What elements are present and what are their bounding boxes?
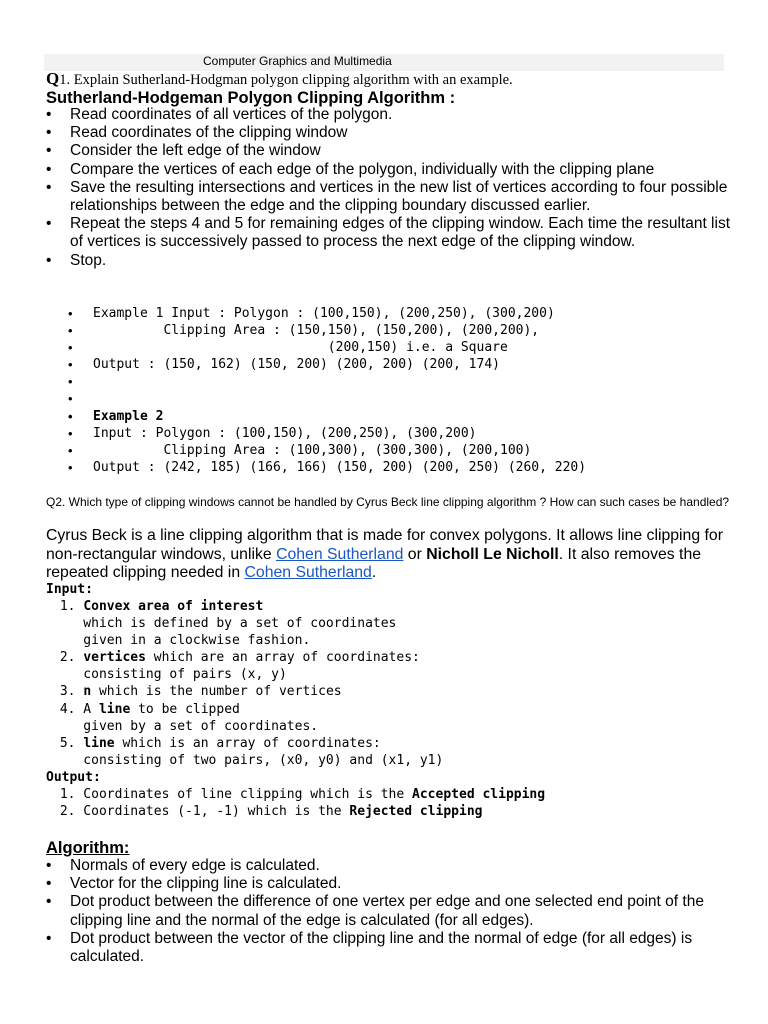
cyrus-beck-paragraph — [46, 527, 726, 583]
list-item: 1. Convex area of interest — [52, 599, 264, 614]
list-item: • Stop. — [46, 252, 730, 270]
list-item: • Save the resulting intersections and vertices in the new list of vertices according to four possible relationships between the edge and the clipping boundary discussed earlier. — [46, 179, 730, 215]
example-line: • Clipping Area : (150,150), (150,200), (200,200), — [68, 322, 728, 339]
list-item: • Dot product between the difference of one vertex per edge and one selected end point of the clipping line and the normal of the edge is calculated (for all edges). — [46, 893, 730, 929]
example-line: • Input : Polygon : (100,150), (200,250), (300,200) — [68, 425, 728, 442]
list-item: which is defined by a set of coordinates — [52, 616, 397, 632]
list-item: 2. vertices which are an array of coordinates: — [52, 650, 420, 666]
question-1-letter: Q — [46, 69, 60, 88]
list-item: • Repeat the steps 4 and 5 for remaining edges of the clipping window. Each time the resultant list of vertices is successively passed to process the next edge of the clipping window. — [46, 215, 730, 251]
sutherland-hodgeman-heading: Sutherland-Hodgeman Polygon Clipping Algorithm : — [46, 89, 456, 107]
question-1-text: 1. Explain Sutherland-Hodgman polygon clipping algorithm with an example. — [59, 72, 513, 88]
example-line: • Output : (242, 185) (166, 166) (150, 200) (200, 250) (260, 220) — [68, 459, 728, 476]
list-item: • Read coordinates of all vertices of the polygon. — [46, 106, 730, 124]
paragraph-text: . It also removes the repeated clipping needed in — [46, 545, 702, 581]
list-item: 1. Coordinates of line clipping which is the Accepted clipping — [52, 787, 546, 802]
input-label: Input: — [46, 582, 93, 597]
output-label: Output: — [46, 770, 101, 785]
list-item: 4. A line to be clipped — [52, 701, 240, 717]
list-item: • Dot product between the vector of the clipping line and the normal of edge (for all edges) is calculated. — [46, 930, 730, 966]
list-item: consisting of two pairs, (x0, y0) and (x1, y1) — [52, 752, 444, 768]
list-item: • Compare the vertices of each edge of the polygon, individually with the clipping plane — [46, 161, 730, 179]
inputs-list — [52, 598, 712, 769]
list-item: • Consider the left edge of the window — [46, 142, 730, 160]
algorithm-heading: Algorithm: — [46, 839, 130, 857]
outputs-list — [52, 786, 712, 820]
example-line — [68, 390, 728, 407]
paragraph-text: Cyrus Beck is a line clipping algorithm that is made for convex polygons. It allows line clipping for non-rectangular windows, unlike — [46, 527, 723, 563]
paragraph-text: . — [371, 564, 377, 581]
example-line: • (200,150) i.e. a Square — [68, 339, 728, 356]
list-item: 3. n which is the number of vertices — [52, 684, 342, 700]
examples-list — [68, 305, 728, 476]
example-line: • Example 2 — [68, 408, 728, 425]
question-1 — [46, 70, 513, 89]
cohen-sutherland-link[interactable]: Cohen Sutherland — [244, 564, 372, 581]
list-item: 2. Coordinates (-1, -1) which is the Rejected clipping — [52, 804, 483, 820]
example-line: • Output : (150, 162) (150, 200) (200, 200) (200, 174) — [68, 356, 728, 373]
document-header-title: Computer Graphics and Multimedia — [203, 54, 392, 68]
sutherland-steps-list — [46, 106, 730, 270]
example-line: • Clipping Area : (100,300), (300,300), (200,100) — [68, 442, 728, 459]
list-item: • Normals of every edge is calculated. — [46, 857, 730, 875]
question-2: Q2. Which type of clipping windows cannot be handled by Cyrus Beck line clipping algorithm ? How can such cases be handled? — [46, 495, 730, 509]
list-item: given in a clockwise fashion. — [52, 633, 311, 649]
cohen-sutherland-link[interactable]: Cohen Sutherland — [276, 545, 404, 563]
algorithm-steps-list — [46, 857, 730, 966]
list-item: given by a set of coordinates. — [52, 718, 319, 734]
example-line — [68, 373, 728, 390]
paragraph-text: or — [403, 545, 427, 563]
example-line: • Example 1 Input : Polygon : (100,150), (200,250), (300,200) — [68, 305, 728, 322]
nicholl-le-nicholl-text: Nicholl Le Nicholl — [426, 545, 559, 563]
list-item: 5. line which is an array of coordinates: — [52, 735, 381, 751]
list-item: • Read coordinates of the clipping window — [46, 124, 730, 142]
list-item: • Vector for the clipping line is calculated. — [46, 875, 730, 893]
list-item: consisting of pairs (x, y) — [52, 667, 287, 683]
